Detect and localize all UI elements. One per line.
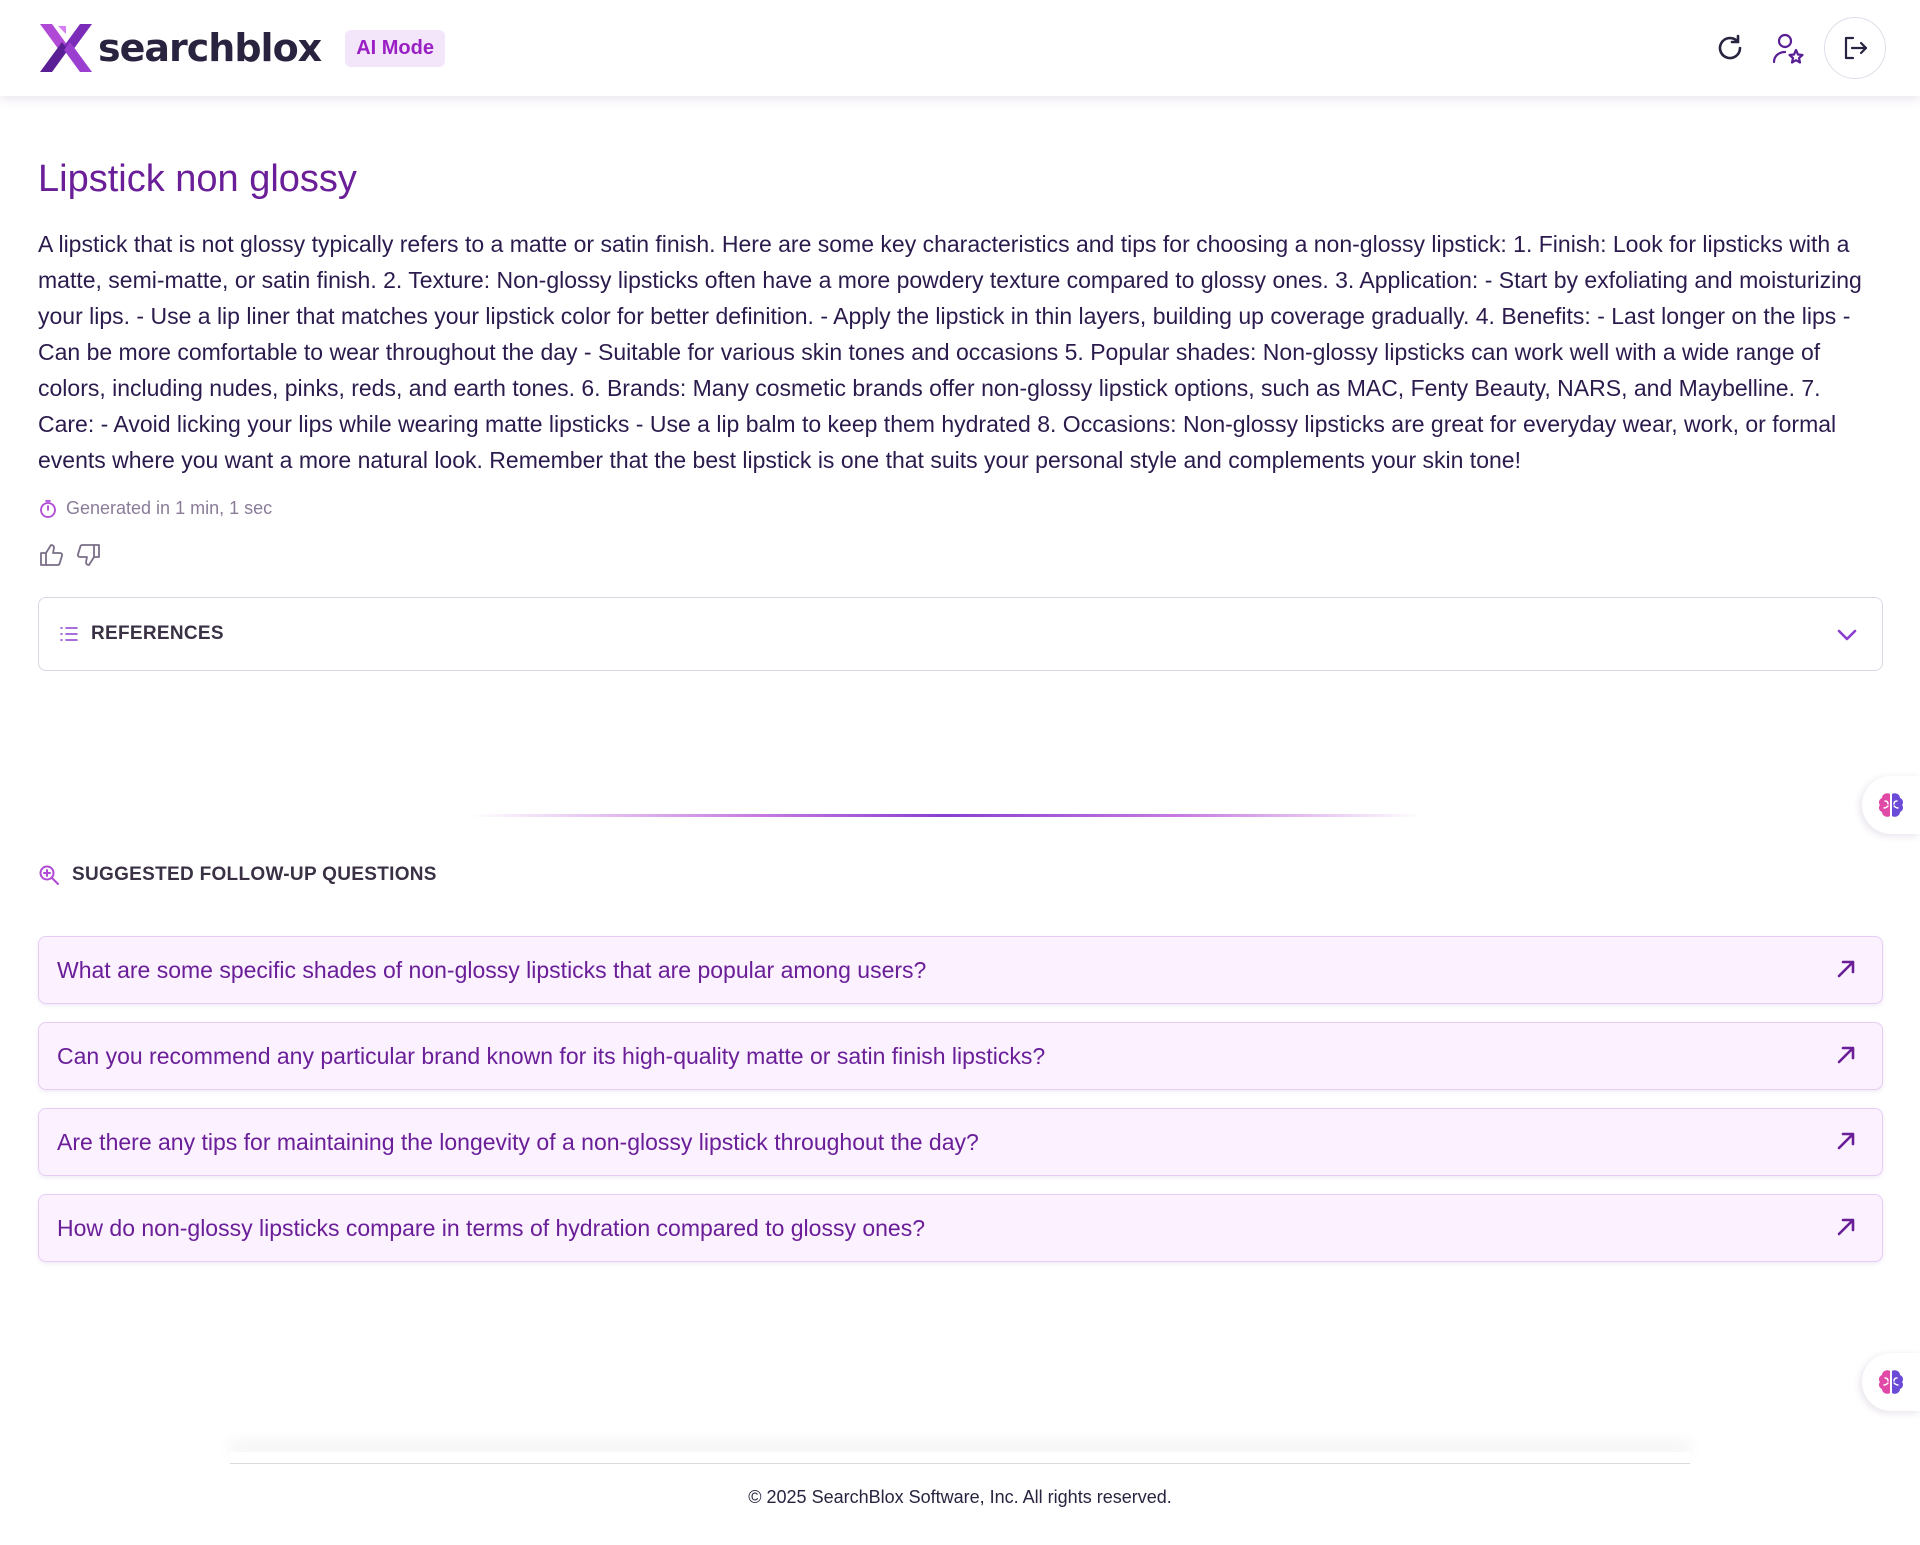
list-icon	[59, 624, 79, 644]
ai-brain-button[interactable]	[1862, 776, 1920, 834]
logout-button[interactable]	[1824, 17, 1886, 79]
section-divider	[470, 814, 1420, 817]
arrow-up-right-icon	[1834, 957, 1858, 981]
chevron-down-icon[interactable]	[1834, 622, 1860, 648]
arrow-up-right-icon	[1834, 1215, 1858, 1239]
ai-brain-button-secondary[interactable]	[1862, 1353, 1920, 1411]
suggested-questions-title: SUGGESTED FOLLOW-UP QUESTIONS	[72, 864, 437, 885]
answer-section	[38, 130, 1883, 671]
header-actions	[1692, 17, 1886, 79]
feedback-bar	[38, 541, 1883, 569]
arrow-up-right-icon	[1834, 1129, 1858, 1153]
thumbs-up-icon[interactable]	[38, 541, 66, 569]
logout-icon	[1841, 34, 1869, 62]
ai-answer-text: A lipstick that is not glossy typically refers to a matte or satin finish. Here are some key characteristics and tips for choosing a non-glossy lipstick: 1. Finish: Look for lipsticks with a matte, semi-matte, or satin finish. 2. Texture: Non-glossy lipsticks often have a more powdery texture compared to glossy ones. 3. Application: - Start by exfoliating and moisturizing your lips. - Use a lip liner that matches your lipstick color for better definition. - Apply the lipstick in thin layers, building up coverage gradually. 4. Benefits: - Last longer on the lips - Can be more comfortable to wear throughout the day - Suitable for various skin tones and occasions 5. Popular shades: Non-glossy lipsticks can work well with a wide range of colors, including nudes, pinks, reds, and earth tones. 6. Brands: Many cosmetic brands offer non-glossy lipstick options, such as MAC, Fenty Beauty, NARS, and Maybelline. 7. Care: - Avoid licking your lips while wearing matte lipsticks - Use a lip balm to keep them hydrated 8. Occasions: Non-glossy lipsticks are great for everyday wear, work, or formal events where you want a more natural look. Remember that the best lipstick is one that suits your personal style and complements your skin tone!	[38, 231, 1862, 473]
footer-divider	[230, 1452, 1690, 1464]
suggested-questions-header	[38, 864, 437, 886]
refresh-icon[interactable]	[1710, 28, 1750, 68]
brand[interactable]	[38, 20, 445, 76]
suggested-questions-list	[38, 936, 1883, 1280]
suggested-question[interactable]	[38, 1194, 1883, 1262]
suggested-question-text: Can you recommend any particular brand known for its high-quality matte or satin finish lipsticks?	[57, 1042, 1046, 1069]
arrow-up-right-icon	[1834, 1043, 1858, 1067]
generation-meta	[38, 498, 1883, 519]
suggested-question-text: How do non-glossy lipsticks compare in terms of hydration compared to glossy ones?	[57, 1214, 926, 1241]
suggested-question[interactable]	[38, 1022, 1883, 1090]
brand-name: searchblox	[98, 26, 322, 70]
suggested-question-text: Are there any tips for maintaining the longevity of a non-glossy lipstick throughout the day?	[57, 1128, 979, 1155]
stopwatch-icon	[38, 499, 58, 519]
brain-icon	[1875, 789, 1907, 821]
thumbs-down-icon[interactable]	[74, 541, 102, 569]
page-title: Lipstick non glossy	[38, 158, 357, 200]
search-spark-icon	[38, 864, 60, 886]
user-star-icon[interactable]	[1768, 28, 1808, 68]
searchblox-logo-icon	[38, 20, 94, 76]
suggested-question[interactable]	[38, 1108, 1883, 1176]
suggested-question[interactable]	[38, 936, 1883, 1004]
references-accordion[interactable]	[38, 597, 1883, 671]
generated-time: Generated in 1 min, 1 sec	[66, 498, 273, 518]
footer-copyright: © 2025 SearchBlox Software, Inc. All rights reserved.	[748, 1487, 1172, 1507]
references-label: REFERENCES	[91, 623, 224, 644]
brain-icon	[1875, 1366, 1907, 1398]
ai-mode-badge[interactable]: AI Mode	[345, 30, 445, 67]
top-header	[0, 0, 1920, 96]
suggested-question-text: What are some specific shades of non-glossy lipsticks that are popular among users?	[57, 956, 927, 983]
